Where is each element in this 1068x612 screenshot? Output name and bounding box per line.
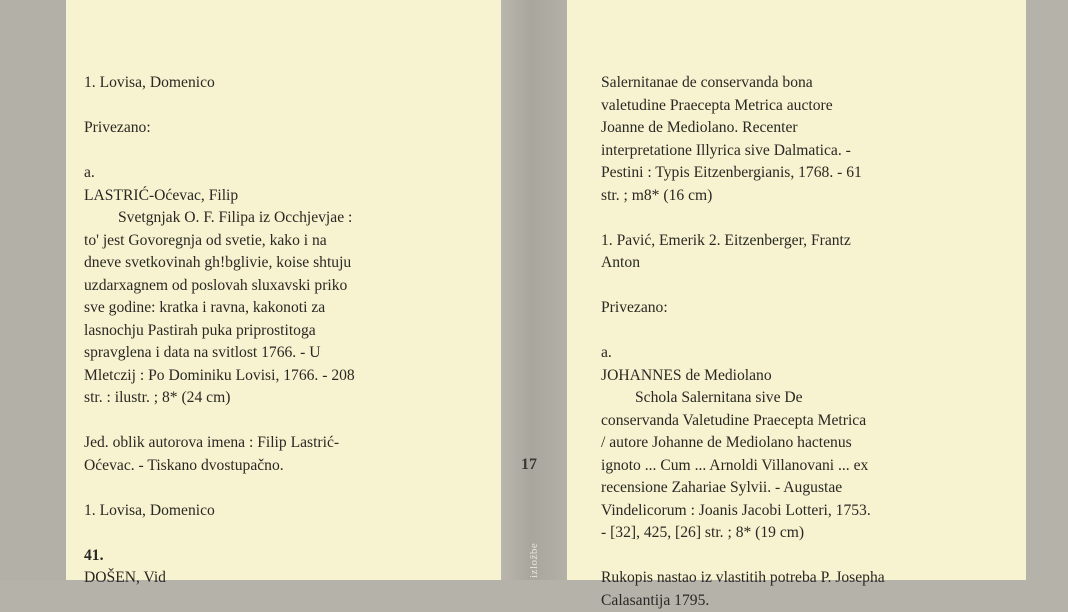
blank-line xyxy=(84,140,355,163)
text-line: Mletczij : Po Dominiku Lovisi, 1766. - 208 xyxy=(84,365,355,388)
text-line: Privezano: xyxy=(601,297,885,320)
left-page-text xyxy=(84,72,355,590)
text-line: recensione Zahariae Sylvii. - Augustae xyxy=(601,477,885,500)
blank-line xyxy=(84,410,355,433)
text-line: 1. Lovisa, Domenico xyxy=(84,500,355,523)
text-line: Pestini : Typis Eitzenbergianis, 1768. - 61 xyxy=(601,162,885,185)
text-line: spravglena i data na svitlost 1766. - U xyxy=(84,342,355,365)
text-line: sve godine: kratka i ravna, kakonoti za xyxy=(84,297,355,320)
blank-line xyxy=(84,477,355,500)
blank-line xyxy=(601,545,885,568)
text-line: - [32], 425, [26] str. ; 8* (19 cm) xyxy=(601,522,885,545)
right-page-text xyxy=(601,72,885,612)
entry-author: JOHANNES de Mediolano xyxy=(601,365,885,388)
text-line: uzdarxagnem od poslovah sluxavski priko xyxy=(84,275,355,298)
text-line: lasnochju Pastirah puka priprostitoga xyxy=(84,320,355,343)
text-line: valetudine Praecepta Metrica auctore xyxy=(601,95,885,118)
text-line: Jed. oblik autorova imena : Filip Lastrić- xyxy=(84,432,355,455)
blank-line xyxy=(601,320,885,343)
left-margin-strip xyxy=(0,0,66,580)
text-line: Privezano: xyxy=(84,117,355,140)
text-line: Joanne de Mediolano. Recenter xyxy=(601,117,885,140)
text-line: Anton xyxy=(601,252,885,275)
text-line: str. ; m8* (16 cm) xyxy=(601,185,885,208)
text-line: Schola Salernitana sive De xyxy=(601,387,885,410)
blank-line xyxy=(601,207,885,230)
text-line: 1. Lovisa, Domenico xyxy=(84,72,355,95)
blank-line xyxy=(601,275,885,298)
text-line: 1. Pavić, Emerik 2. Eitzenberger, Frantz xyxy=(601,230,885,253)
text-line: interpretatione Illyrica sive Dalmatica. - xyxy=(601,140,885,163)
text-line: Svetgnjak O. F. Filipa iz Occhjevjae : xyxy=(84,207,355,230)
entry-author: LASTRIĆ-Oćevac, Filip xyxy=(84,185,355,208)
blank-line xyxy=(84,95,355,118)
text-line: str. : ilustr. ; 8* (24 cm) xyxy=(84,387,355,410)
entry-author: DOŠEN, Vid xyxy=(84,567,355,590)
text-line: to' jest Govoregnja od svetie, kako i na xyxy=(84,230,355,253)
left-page xyxy=(66,0,501,580)
text-line: / autore Johanne de Mediolano hactenus xyxy=(601,432,885,455)
text-line: Calasantija 1795. xyxy=(601,590,885,612)
vertical-gutter-text: izložbe xyxy=(528,543,540,578)
text-line: dneve svetkovinah gh!bglivie, koise shtuju xyxy=(84,252,355,275)
text-line: Salernitanae de conservanda bona xyxy=(601,72,885,95)
text-line: Rukopis nastao iz vlastitih potreba P. Josepha xyxy=(601,567,885,590)
blank-line xyxy=(84,522,355,545)
entry-letter: a. xyxy=(601,342,885,365)
right-page xyxy=(567,0,1026,580)
text-line: ignoto ... Cum ... Arnoldi Villanovani ... ex xyxy=(601,455,885,478)
right-margin-strip xyxy=(1026,0,1068,580)
text-line: Vindelicorum : Joanis Jacobi Lotteri, 1753. xyxy=(601,500,885,523)
entry-number: 41. xyxy=(84,545,355,568)
entry-letter: a. xyxy=(84,162,355,185)
text-line: conservanda Valetudine Praecepta Metrica xyxy=(601,410,885,433)
page-number: 17 xyxy=(521,456,537,474)
text-line: Oćevac. - Tiskano dvostupačno. xyxy=(84,455,355,478)
gutter-strip xyxy=(501,0,567,580)
